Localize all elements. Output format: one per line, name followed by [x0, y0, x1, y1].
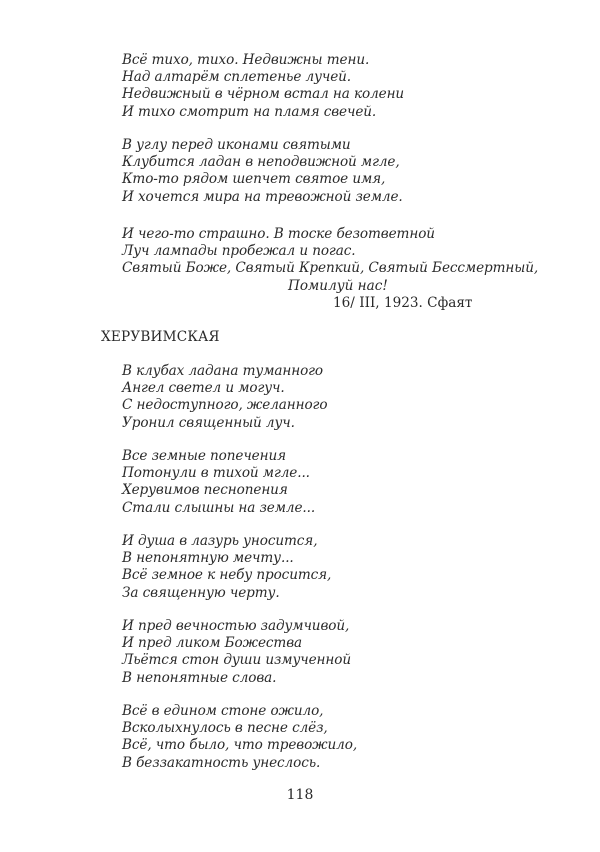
- poem2-stanza-1: [122, 363, 327, 432]
- verse-line: Херувимов песнопения: [122, 482, 288, 499]
- poem2-stanza-4: [122, 618, 351, 687]
- verse-line: В клубах ладана туманного: [122, 363, 324, 379]
- date-place: 16/ III, 1923. Сфаят: [333, 295, 473, 311]
- verse-line: В непонятную мечту...: [122, 550, 294, 567]
- verse-line: Потонули в тихой мгле...: [122, 465, 310, 482]
- verse-line: За священную черту.: [122, 584, 280, 601]
- verse-line: В непонятные слова.: [122, 669, 277, 686]
- poem1-stanza-2: [122, 137, 403, 206]
- verse-line: Всё тихо, тихо. Недвижны тени.: [122, 52, 370, 68]
- verse-line: В беззакатность унеслось.: [122, 754, 321, 771]
- verse-line: Всё в едином стоне ожило,: [122, 703, 324, 719]
- poem2-stanza-3: [122, 533, 331, 602]
- verse-line: Кто-то рядом шепчет святое имя,: [122, 171, 386, 188]
- verse-line: Льётся стон души измученной: [122, 652, 352, 669]
- poem2-stanza-2: [122, 448, 315, 517]
- verse-line: Уронил священный луч.: [122, 414, 295, 431]
- verse-line: В углу перед иконами святыми: [122, 137, 351, 153]
- verse-line: Клубится ладан в неподвижной мгле,: [122, 154, 400, 171]
- verse-line: И пред ликом Божества: [122, 635, 303, 652]
- verse-line: Луч лампады пробежал и погас.: [122, 243, 356, 260]
- verse-line: И хочется мира на тревожной земле.: [122, 188, 403, 205]
- poem1-stanza-3: [122, 226, 538, 278]
- verse-line: Всё земное к небу просится,: [122, 567, 332, 584]
- verse-line: И тихо смотрит на пламя свечей.: [122, 103, 377, 120]
- poem2-stanza-5: [122, 703, 357, 772]
- verse-line: Недвижный в чёрном встал на колени: [122, 86, 405, 103]
- poem-title: ХЕРУВИМСКАЯ: [101, 329, 220, 345]
- verse-line: Стали слышны на земле...: [122, 499, 316, 516]
- verse-line: Над алтарём сплетенье лучей.: [122, 69, 352, 86]
- verse-line: Святый Боже, Святый Крепкий, Святый Бессмертный,: [122, 260, 539, 277]
- verse-line: И пред вечностью задумчивой,: [122, 618, 350, 634]
- verse-line: И чего-то страшно. В тоске безответной: [122, 226, 435, 242]
- verse-line: С недоступного, желанного: [122, 397, 328, 414]
- closing-line: Помилуй нас!: [288, 278, 388, 294]
- verse-line: Ангел светел и могуч.: [122, 380, 285, 397]
- verse-line: Все земные попечения: [122, 448, 287, 464]
- verse-line: Всё, что было, что тревожило,: [122, 737, 358, 754]
- poem1-stanza-1: [122, 52, 404, 121]
- verse-line: Всколыхнулось в песне слёз,: [122, 720, 328, 737]
- page-number: 118: [286, 787, 314, 803]
- verse-line: И душа в лазурь уносится,: [122, 533, 318, 549]
